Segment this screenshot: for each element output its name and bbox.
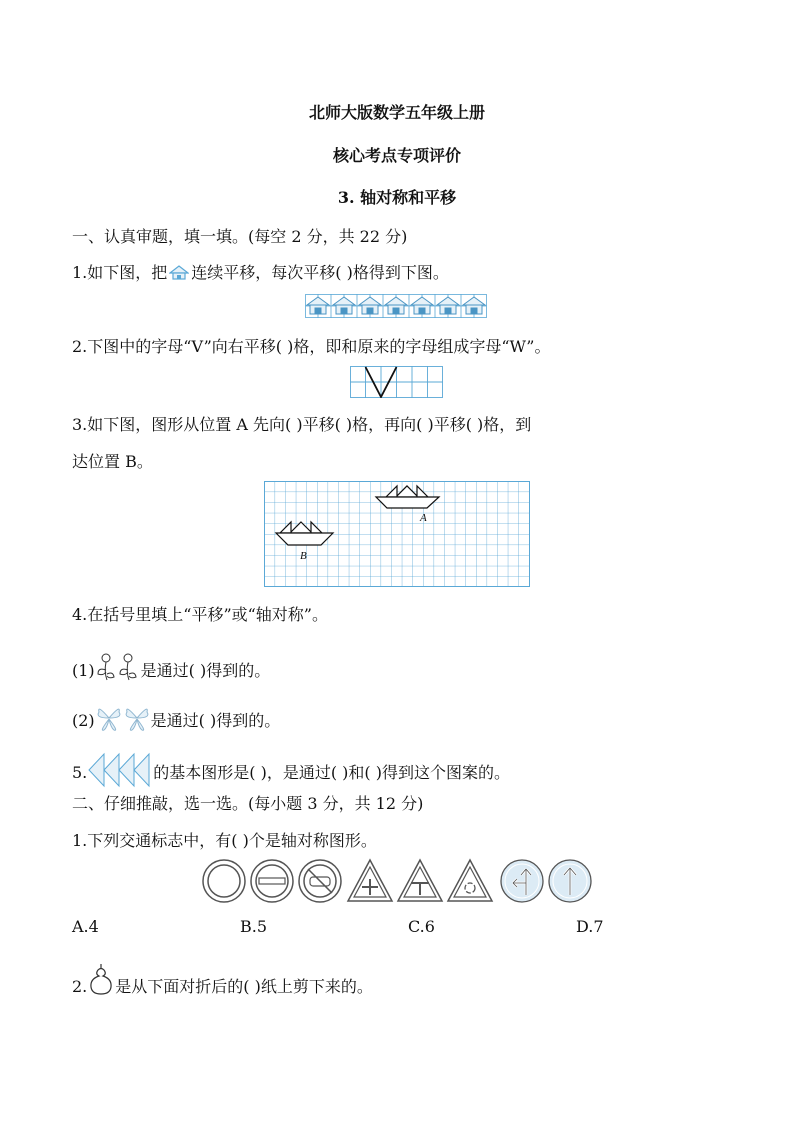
sign-no-entry-icon [251, 860, 293, 902]
label-a: A [420, 512, 427, 524]
option-c: C.6 [408, 917, 435, 936]
sign-circle-empty-icon [203, 860, 245, 902]
s2-q2 [72, 962, 373, 997]
s2-q2-post: 是从下面对折后的( )纸上剪下来的。 [115, 977, 373, 996]
s1-q4-p1-post: 是通过( )得到的。 [140, 661, 271, 680]
s1-q5 [72, 752, 510, 788]
sign-crossroad-icon [348, 860, 392, 901]
s1-q4-p2 [72, 702, 280, 734]
s1-q5-pre: 5. [72, 763, 88, 782]
option-a: A.4 [72, 917, 99, 936]
option-b: B.5 [240, 917, 268, 936]
s2-q2-pre: 2. [72, 977, 88, 996]
page-subtitle: 核心考点专项评价 [332, 146, 461, 165]
traffic-signs-row [201, 857, 593, 905]
section2-heading: 二、仔细推敲，选一选。(每小题 3 分，共 12 分) [72, 794, 424, 813]
topic-title: 3. 轴对称和平移 [337, 188, 457, 207]
s1-q1 [72, 260, 449, 283]
s1-q1-post: 连续平移，每次平移( )格得到下图。 [191, 263, 449, 282]
butterfly-pair-icon [95, 702, 151, 734]
s1-q4-p2-post: 是通过( )得到的。 [150, 711, 281, 730]
sign-straight-icon [549, 860, 591, 902]
triangle-pattern-icon [87, 752, 153, 788]
s1-q4: 4.在括号里填上“平移”或“轴对称”。 [72, 605, 328, 624]
boat-translation-grid [264, 481, 530, 587]
section1-heading: 一、认真审题，填一填。(每空 2 分，共 22 分) [72, 227, 408, 246]
option-d: D.7 [576, 917, 604, 936]
s1-q1-pre: 1.如下图，把 [72, 263, 168, 282]
s1-q5-post: 的基本图形是( )，是通过( )和( )得到这个图案的。 [153, 763, 510, 782]
s1-q4-p2-pre: (2) [72, 711, 95, 730]
v-letter-grid [350, 366, 443, 398]
label-b: B [300, 550, 307, 562]
s2-q1: 1.下列交通标志中，有( )个是轴对称图形。 [72, 831, 377, 850]
house-row-figure [305, 294, 487, 318]
sign-no-car-icon [299, 860, 341, 902]
gourd-icon [87, 962, 115, 996]
s1-q3-line2: 达位置 B。 [72, 452, 153, 471]
s1-q3-line1: 3.如下图，图形从位置 A 先向( )平移( )格，再向( )平移( )格，到 [72, 415, 532, 434]
sign-t-junction-icon [398, 860, 442, 901]
sign-straight-left-icon [501, 860, 543, 902]
s1-q2: 2.下图中的字母“V”向右平移( )格，即和原来的字母组成字母“W”。 [72, 337, 551, 356]
flower-pair-icon [95, 652, 141, 682]
s1-q4-p1-pre: (1) [72, 661, 95, 680]
house-icon [169, 265, 189, 281]
s1-q4-p1 [72, 652, 270, 682]
sign-roundabout-icon [448, 860, 492, 901]
page-title: 北师大版数学五年级上册 [308, 103, 485, 122]
